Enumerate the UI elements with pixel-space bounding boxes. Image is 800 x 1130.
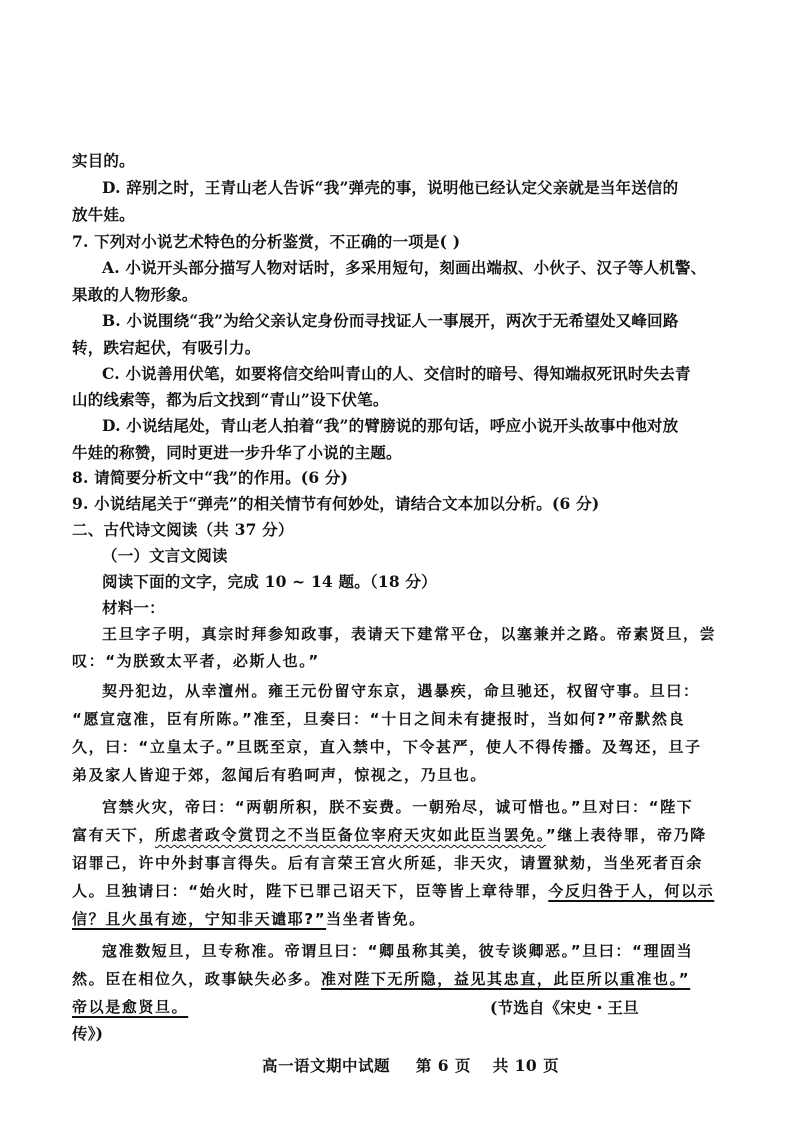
- q7-option-c-line2: 山的线索等，都为后文找到“青山”设下伏笔。: [72, 390, 389, 409]
- footer-total-pages: 共 10 页: [492, 1056, 560, 1075]
- passage-underlined-sentence-1b: 信？且火虽有迹，宁知非天谴耶?”: [72, 910, 327, 928]
- q7-option-c-line1: C. 小说善用伏笔，如要将信交给叫青山的人、交信时的暗号、得知端叔死讯时失去青: [102, 364, 691, 383]
- passage-underlined-sentence-2: 准对陛下无所隐，益见其忠直，此臣所以重准也。”: [321, 970, 691, 988]
- material-one-label: 材料一：: [102, 598, 165, 617]
- passage-source-line2: 传》): [72, 1024, 104, 1043]
- q6-tail: 实目的。: [72, 151, 135, 170]
- passage-p3-line2: [72, 828, 707, 843]
- passage-p3-line1: 宫禁火灾，帝曰：“两朝所积，朕不妄费。一朝殆尽，诚可惜也。”旦对曰：“陛下: [102, 798, 694, 816]
- passage-source-line1: (节选自《宋史・王旦: [490, 998, 639, 1017]
- q7-option-b-line1: B. 小说围绕“我”为给父亲认定身份而寻找证人一事展开，两次于无希望处又峰回路: [102, 311, 679, 330]
- passage-p3-line5-end: 当坐者皆免。: [326, 910, 426, 928]
- footer: [262, 1058, 559, 1074]
- passage-p3-line2-end: ”继上表待罪，帝乃降: [545, 826, 707, 844]
- q6-option-d-line1: D. 辞别之时，王青山老人告诉“我”弹壳的事，说明他已经认定父亲就是当年送信的: [102, 178, 679, 197]
- footer-exam-title: 高一语文期中试题: [262, 1056, 391, 1075]
- passage-sentence-break-task: 所虑者政令赏罚之不当臣备位宰府天灾如此臣当罢免。: [155, 826, 546, 844]
- q7-option-a-line2: 果敢的人物形象。: [72, 285, 198, 304]
- passage-p3-line4: [72, 884, 714, 899]
- q7-option-a-line1: A. 小说开头部分描写人物对话时，多采用短句，刻画出端叔、小伙子、汉子等人机警、: [102, 258, 707, 277]
- section-2-title: 二、古代诗文阅读（共 37 分）: [72, 520, 294, 539]
- passage-p4-line1: 寇准数短旦，旦专称准。帝谓旦曰：“卿虽称其美，彼专谈卿恶。”旦曰：“理固当: [102, 942, 694, 960]
- q7-option-d-line2: 牛娃的称赞，同时更进一步升华了小说的主题。: [72, 443, 402, 462]
- passage-underlined-sentence-2-end: 帝以是愈贤旦。: [72, 998, 189, 1016]
- q8: 8. 请简要分析文中“我”的作用。(6 分): [72, 468, 349, 487]
- passage-p2-line2: “愿宣寇准，臣有所陈。”准至，旦奏曰：“十日之间未有捷报时，当如何?”帝默然良: [72, 710, 686, 728]
- q6-option-d-line2: 放牛娃。: [72, 205, 135, 224]
- passage-p3-line4-start: 人。旦独请曰：“始火时，陛下已罪己诏天下，臣等皆上章待罪，: [72, 882, 549, 900]
- section-2-subheading: （一）文言文阅读: [102, 546, 228, 565]
- q7-option-d-line1: D. 小说结尾处，青山老人拍着“我”的臂膀说的那句话，呼应小说开头故事中他对放: [102, 416, 679, 435]
- q7-option-b-line2: 转，跌宕起伏，有吸引力。: [72, 338, 261, 357]
- passage-p2-line4: 弟及家人皆迎于郊，忽闻后有驺呵声，惊视之，乃旦也。: [72, 766, 488, 784]
- passage-p3-line2-start: 富有天下，: [72, 826, 156, 844]
- section-2-instructions: 阅读下面的文字，完成 10 ~ 14 题。（18 分）: [102, 572, 437, 591]
- passage-p3-line3: 诏罪己，许中外封事言得失。后有言荣王宫火所延，非天灾，请置狱劾，当坐死者百余: [72, 854, 703, 872]
- passage-p1-line1: 王旦字子明，真宗时拜参知政事，表请天下建常平仓，以塞兼并之路。帝素贤旦，尝: [102, 625, 717, 643]
- passage-p1-line2: 叹：“为朕致太平者，必斯人也。”: [72, 652, 320, 670]
- passage-p4-line3: [72, 1000, 188, 1015]
- passage-p2-line1: 契丹犯边，从幸澶州。雍王元份留守东京，遇暴疾，命旦驰还，权留守事。旦曰：: [102, 682, 700, 700]
- passage-p3-line5: [72, 912, 426, 927]
- q9: 9. 小说结尾关于“弹壳”的相关情节有何妙处，请结合文本加以分析。(6 分): [72, 494, 600, 513]
- passage-p2-line3: 久，曰：“立皇太子。”旦既至京，直入禁中，下令甚严，使人不得传播。及驾还，旦子: [72, 738, 702, 756]
- footer-page-number: 第 6 页: [415, 1056, 471, 1075]
- passage-p4-line2-start: 然。臣在相位久，政事缺失必多。: [72, 970, 322, 988]
- passage-p4-line2: [72, 972, 690, 987]
- passage-underlined-sentence-1a: 今反归咎于人，何以示: [548, 882, 715, 900]
- q7-stem: 7. 下列对小说艺术特色的分析鉴赏，不正确的一项是( ): [72, 232, 461, 251]
